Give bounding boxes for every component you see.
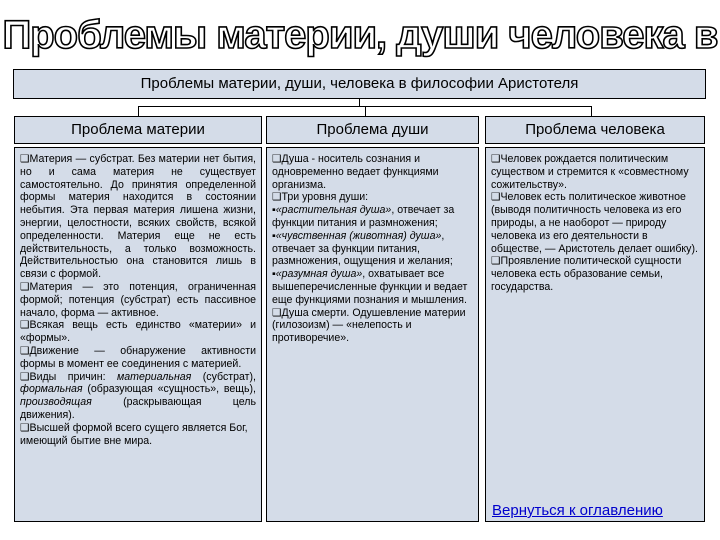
matter-paragraph: ❑Материя — это потенция, ограниченная формой; потенция (субстрат) есть пассивное начало, форма — активное. xyxy=(20,280,256,319)
soul-paragraph: ❑Три уровня души: xyxy=(272,191,369,204)
matter-column xyxy=(14,147,262,522)
soul-paragraph: ▪«разумная душа», охватывает все вышеперечисленные функции и ведает еще функциями познания и мышления. xyxy=(272,268,468,306)
human-paragraph: ❑Человек есть политическое животное (выводя политичность человека из его природы, а не наоборот — природу человека из его деятельности в обществе, — Аристотель делает ошибку). xyxy=(491,191,698,255)
matter-header: Проблема материи xyxy=(14,116,262,144)
human-header: Проблема человека xyxy=(485,116,705,144)
soul-column xyxy=(266,147,479,522)
matter-paragraph: ❑Движение — обнаружение активности формы в момент ее соединения с материей. xyxy=(20,344,256,370)
soul-header: Проблема души xyxy=(266,116,479,144)
soul-paragraph: ▪«чувственная (животная) душа», отвечает за функции питания, размножения, ощущения и желания; xyxy=(272,229,453,268)
return-to-contents-link[interactable]: Вернуться к оглавлению xyxy=(492,502,663,519)
soul-paragraph: ❑Душа - носитель сознания и одновременно ведает функциями организма. xyxy=(272,153,439,191)
human-paragraph: ❑Человек рождается политическим существом и стремится к «совместному сожительству». xyxy=(491,153,689,191)
connector-line xyxy=(365,106,366,116)
slide-title: Проблемы материи, души человека в xyxy=(2,13,718,57)
human-column xyxy=(485,147,705,522)
topic-banner: Проблемы материи, души, человека в философии Аристотеля xyxy=(13,69,706,99)
matter-paragraph: ❑Высшей формой всего сущего является Бог, имеющий бытие вне мира. xyxy=(20,421,248,447)
soul-paragraph: ▪«растительная душа», отвечает за функции питания и размножения; xyxy=(272,204,455,229)
human-paragraph: ❑Проявление политической сущности человека есть образование семьи, государства. xyxy=(491,255,682,293)
soul-paragraph: ❑Душа смерти. Одушевление материи (гилозоизм) — «нелепость и противоречие». xyxy=(272,306,466,345)
matter-paragraph: ❑Виды причин: материальная (субстрат), формальная (образующая «сущность», вещь), производящая (раскрывающая цель движения). xyxy=(20,370,256,421)
connector-line xyxy=(591,106,592,116)
connector-line xyxy=(359,99,360,106)
matter-paragraph: ❑Материя — субстрат. Без материи нет бытия, но и сама материя не существует самостоятельно. До принятия определенной формы материя находится в состоянии небытия. Эта первая материя лишена жизни, энергии, целостности, всяких свойств, всякой определенности. Материя еще не есть действительность, а только возможность. Действительностью она становится лишь в связи с формой. xyxy=(20,153,256,281)
matter-paragraph: ❑Всякая вещь есть единство «материи» и «формы». xyxy=(20,319,256,345)
connector-line xyxy=(138,106,139,116)
